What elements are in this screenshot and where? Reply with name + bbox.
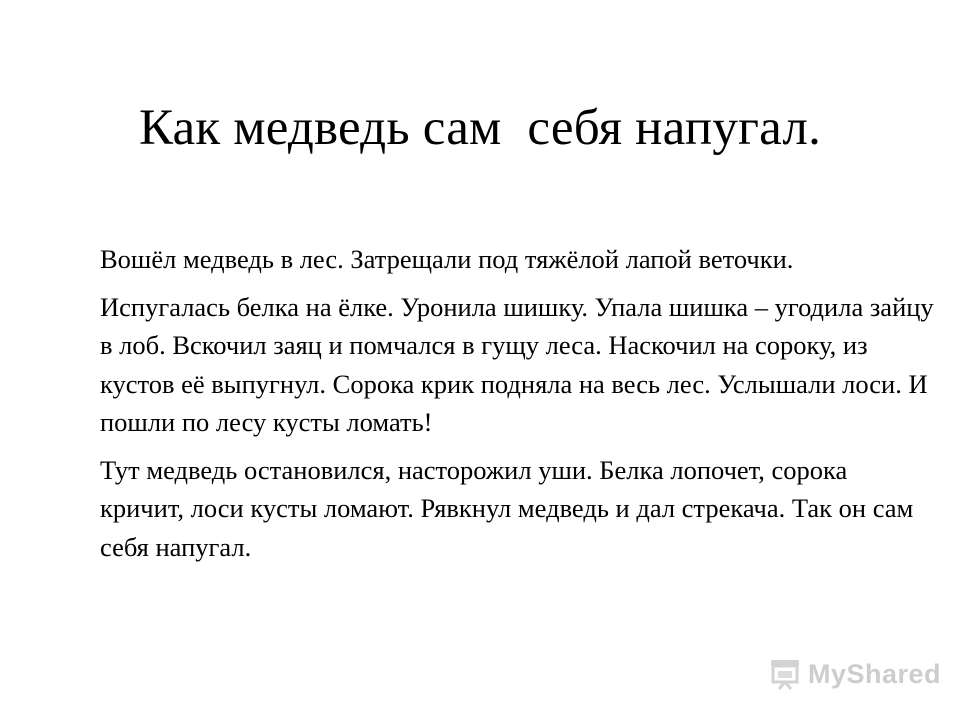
watermark-logo xyxy=(768,654,941,694)
projector-screen-icon xyxy=(768,657,802,691)
watermark-brand: MyShared xyxy=(808,658,942,689)
paragraph-1: Вошёл медведь в лес. Затрещали под тяжёлой лапой веточки. xyxy=(100,244,794,274)
paragraph-3: Тут медведь остановился, насторожил уши. Белка лопочет, сорока кричит, лоси кусты ломают. Рявкнул медведь и дал стрекача. Так он сам себя напугал. xyxy=(100,454,914,562)
slide-body xyxy=(100,240,935,566)
paragraph-2: Испугалась белка на ёлке. Уронила шишку. Упала шишка – угодила зайцу в лоб. Вскочил заяц и помчался в гущу леса. Наскочил на сороку, из кустов её выпугнул. Сорока крик подняла на весь лес. Услышали лоси. И пошли по лесу кусты ломать! xyxy=(100,291,934,437)
slide-title: Как медведь сам себя напугал. xyxy=(138,100,822,156)
